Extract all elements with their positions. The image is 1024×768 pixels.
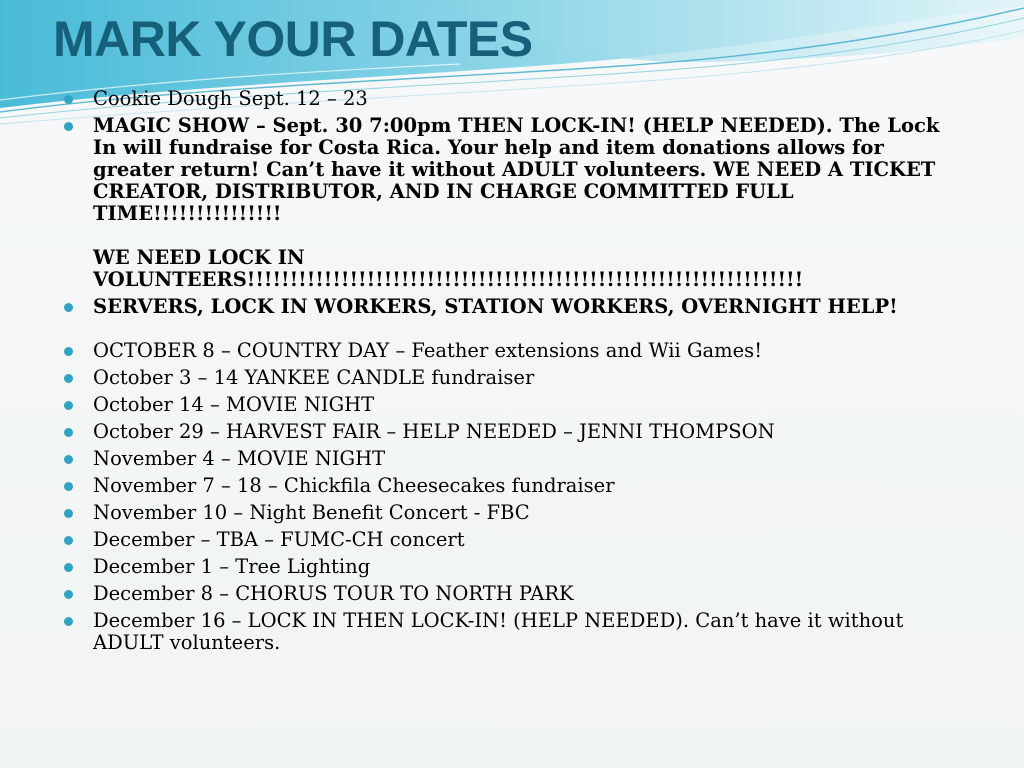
list-item-text: December 1 – Tree Lighting (93, 555, 371, 578)
bullet-dot-icon (64, 122, 73, 131)
list-item-magic-show (60, 115, 960, 291)
list-item-text: OCTOBER 8 – COUNTRY DAY – Feather extensions and Wii Games! (93, 339, 763, 362)
list-item-text: November 7 – 18 – Chickfila Cheesecakes fundraiser (93, 474, 615, 497)
list-item-text: December 8 – CHORUS TOUR TO NORTH PARK (93, 582, 574, 605)
list-item (60, 529, 960, 551)
list-item-text: October 3 – 14 YANKEE CANDLE fundraiser (93, 366, 535, 389)
list-item (60, 421, 960, 443)
bullet-dot-icon (64, 347, 73, 356)
bullet-dot-icon (64, 455, 73, 464)
bullet-dot-icon (64, 401, 73, 410)
magic-show-text: MAGIC SHOW – Sept. 30 7:00pm THEN LOCK-IN! (HELP NEEDED). The Lock In will fundraise for Costa Rica. Your help and item donations allows for greater return! Can’t have it without ADULT volunteers. WE NEED A TICKET CREATOR, DISTRIBUTOR, AND IN CHARGE COMMITTED FULL TIME!!!!!!!!!!!!!!! (93, 114, 940, 225)
list-item-text: Cookie Dough Sept. 12 – 23 (93, 87, 368, 110)
list-item (60, 394, 960, 416)
list-item (60, 610, 960, 654)
list-item (60, 367, 960, 389)
bullet-dot-icon (64, 617, 73, 626)
slide-title: MARK YOUR DATES (53, 11, 533, 67)
list-item-text: November 4 – MOVIE NIGHT (93, 447, 386, 470)
list-item (60, 296, 960, 318)
list-item-text: October 29 – HARVEST FAIR – HELP NEEDED – JENNI THOMPSON (93, 420, 775, 443)
list-item (60, 502, 960, 524)
list-item (60, 88, 960, 110)
bullet-dot-icon (64, 590, 73, 599)
bullet-dot-icon (64, 303, 73, 312)
bullet-dot-icon (64, 428, 73, 437)
list-item-text: December 16 – LOCK IN THEN LOCK-IN! (HELP NEEDED). Can’t have it without ADULT volunteers. (93, 609, 904, 654)
list-item (60, 448, 960, 470)
list-item (60, 340, 960, 362)
list-item-text: October 14 – MOVIE NIGHT (93, 393, 375, 416)
list-item-text: SERVERS, LOCK IN WORKERS, STATION WORKERS, OVERNIGHT HELP! (93, 295, 898, 318)
volunteers-callout: WE NEED LOCK IN VOLUNTEERS!!!!!!!!!!!!!!!!!!!!!!!!!!!!!!!!!!!!!!!!!!!!!!!!!!!!!!!!!!!!!!!!! (93, 246, 804, 291)
bullet-dot-icon (64, 509, 73, 518)
bullet-dot-icon (64, 563, 73, 572)
list-item-text: December – TBA – FUMC-CH concert (93, 528, 465, 551)
bullet-dot-icon (64, 482, 73, 491)
bullet-dot-icon (64, 536, 73, 545)
list-item-text: November 10 – Night Benefit Concert - FBC (93, 501, 530, 524)
bullet-dot-icon (64, 95, 73, 104)
bullet-dot-icon (64, 374, 73, 383)
dates-list (60, 88, 960, 659)
list-item (60, 583, 960, 605)
list-item (60, 475, 960, 497)
list-item (60, 556, 960, 578)
